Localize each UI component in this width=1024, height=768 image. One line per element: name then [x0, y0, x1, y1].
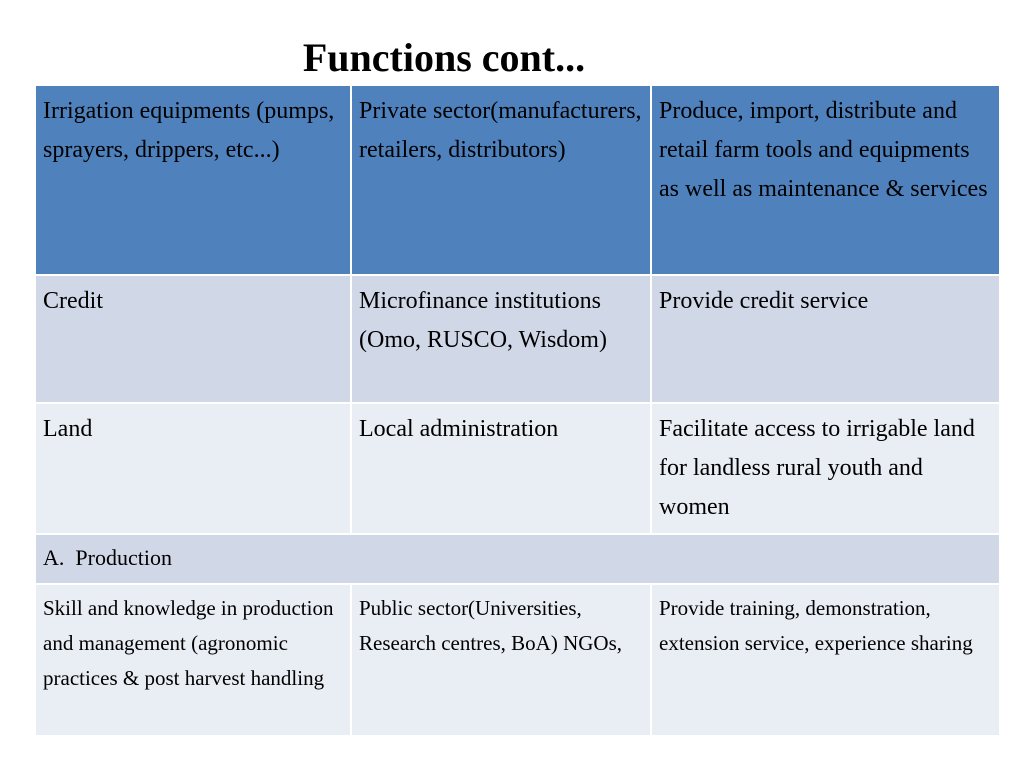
cell-function: Skill and knowledge in production and management (agronomic practices & post harvest handling	[35, 584, 351, 736]
cell-function: Credit	[35, 275, 351, 403]
cell-role: Produce, import, distribute and retail farm tools and equipments as well as maintenance & services	[651, 85, 1000, 275]
table-row	[35, 584, 1000, 736]
functions-table	[34, 84, 1001, 737]
cell-role: Provide credit service	[651, 275, 1000, 403]
cell-function: Irrigation equipments (pumps, sprayers, drippers, etc...)	[35, 85, 351, 275]
cell-role: Provide training, demonstration, extension service, experience sharing	[651, 584, 1000, 736]
slide-title: Functions cont...	[302, 35, 586, 80]
table-row	[35, 85, 1000, 275]
cell-actor: Local administration	[351, 403, 651, 534]
table-row	[35, 275, 1000, 403]
cell-function: Land	[35, 403, 351, 534]
cell-actor: Microfinance institutions (Omo, RUSCO, Wisdom)	[351, 275, 651, 403]
cell-actor: Public sector(Universities, Research centres, BoA) NGOs,	[351, 584, 651, 736]
section-row	[35, 534, 1000, 584]
cell-actor: Private sector(manufacturers, retailers, distributors)	[351, 85, 651, 275]
table-row	[35, 403, 1000, 534]
section-heading: A. Production	[35, 534, 1000, 584]
cell-role: Facilitate access to irrigable land for landless rural youth and women	[651, 403, 1000, 534]
